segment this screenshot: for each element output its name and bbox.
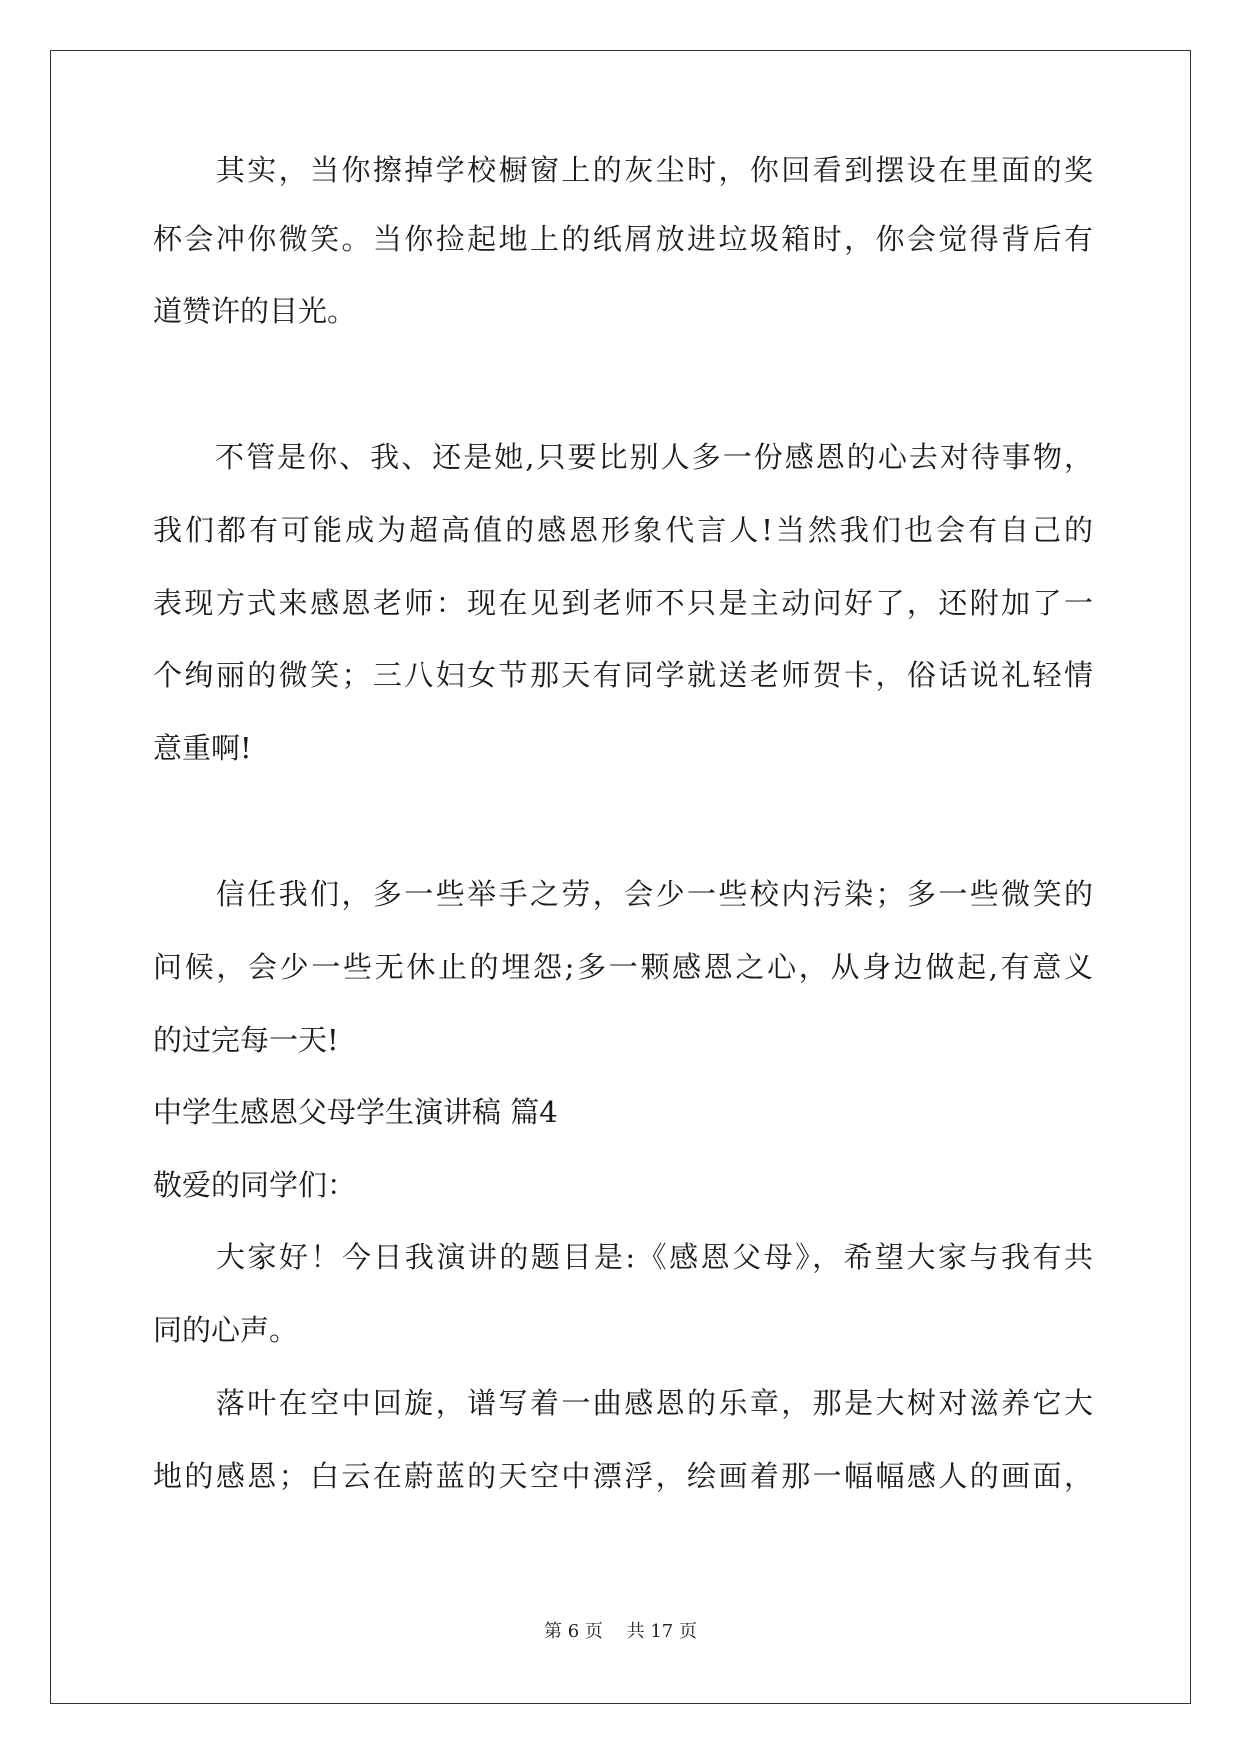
text-line: 其实，当你擦掉学校橱窗上的灰尘时，你回看到摆设在里面的奖 (153, 153, 1093, 187)
text-line: 意重啊! (153, 731, 252, 765)
page-number: 第 6 页 共 17 页 (544, 1621, 697, 1642)
text-line: 大家好！今日我演讲的题目是:《感恩父母》，希望大家与我有共 (153, 1240, 1093, 1274)
text-line: 杯会冲你微笑。当你捡起地上的纸屑放进垃圾箱时，你会觉得背后有 (153, 222, 1093, 256)
text-line: 问候，会少一些无休止的埋怨;多一颗感恩之心，从身边做起,有意义 (153, 950, 1093, 984)
text-line: 中学生感恩父母学生演讲稿 篇4 (153, 1095, 558, 1129)
text-line: 道赞许的目光。 (153, 294, 357, 328)
page-footer (0, 1620, 1241, 1644)
text-line: 我们都有可能成为超高值的感恩形象代言人!当然我们也会有自己的 (153, 513, 1093, 547)
text-line: 敬爱的同学们： (153, 1168, 357, 1202)
text-line: 同的心声。 (153, 1313, 299, 1347)
text-line: 地的感恩；白云在蔚蓝的天空中漂浮，绘画着那一幅幅感人的画面， (153, 1459, 1093, 1493)
text-line: 的过完每一天! (153, 1023, 339, 1057)
text-line: 信任我们，多一些举手之劳，会少一些校内污染；多一些微笑的 (153, 877, 1093, 911)
text-line: 表现方式来感恩老师：现在见到老师不只是主动问好了，还附加了一 (153, 586, 1093, 620)
text-line: 落叶在空中回旋，谱写着一曲感恩的乐章，那是大树对滋养它大 (153, 1386, 1093, 1420)
text-line: 不管是你、我、还是她,只要比别人多一份感恩的心去对待事物， (153, 440, 1093, 474)
text-line: 个绚丽的微笑；三八妇女节那天有同学就送老师贺卡，俗话说礼轻情 (153, 658, 1093, 692)
